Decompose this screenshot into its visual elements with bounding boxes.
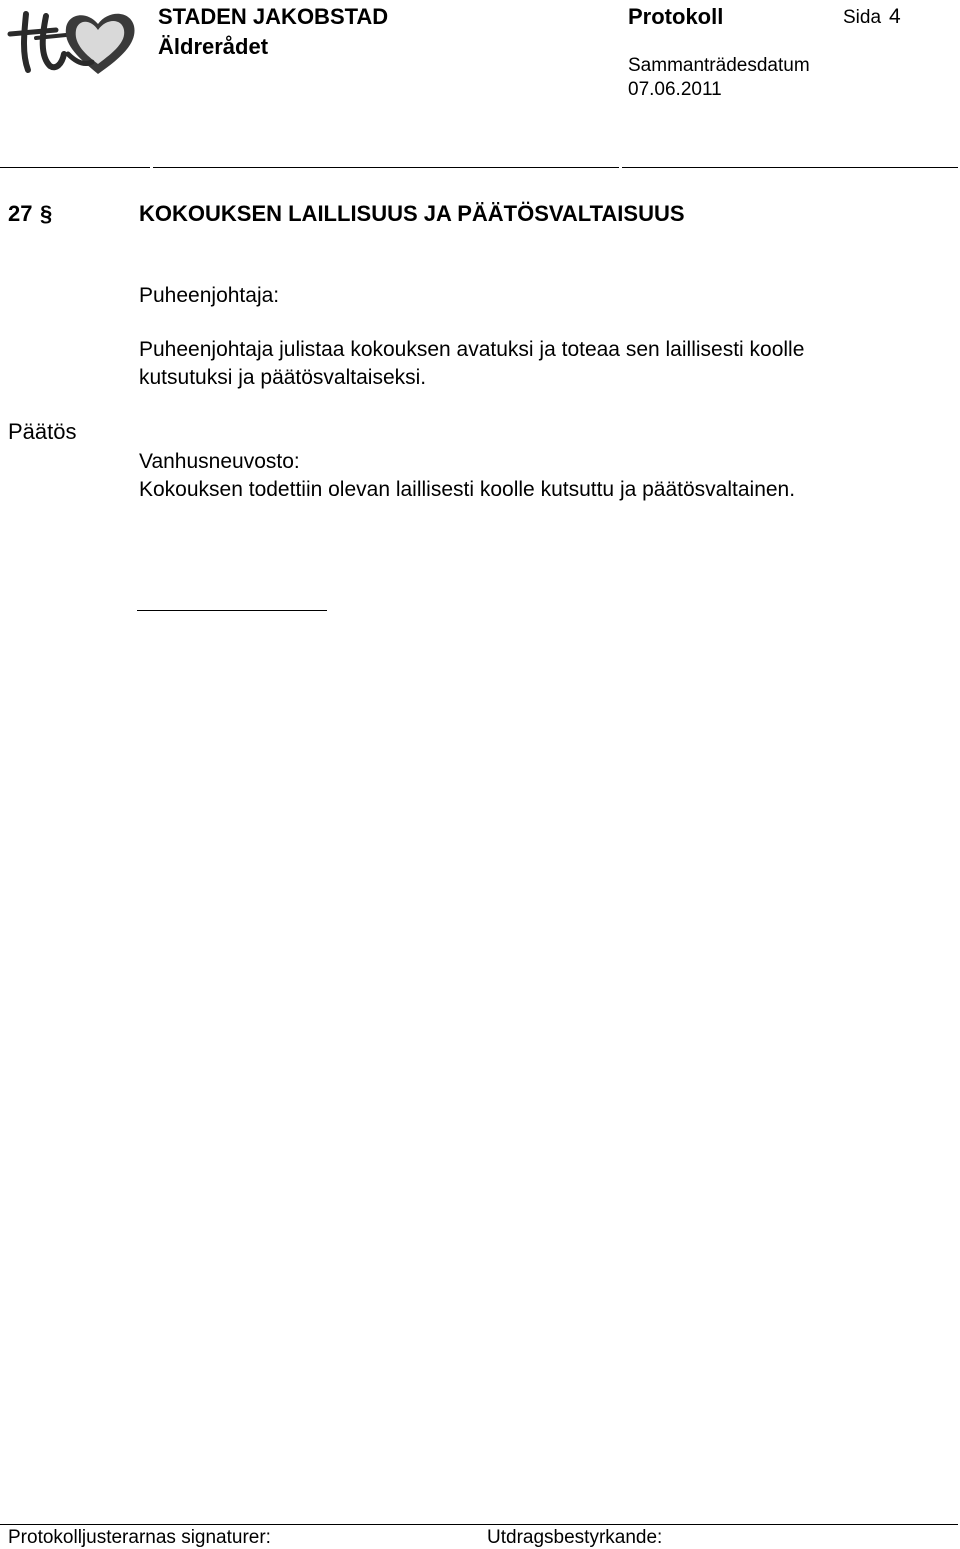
council-label: Vanhusneuvosto: [139,450,300,473]
section-title: KOKOUKSEN LAILLISUUS JA PÄÄTÖSVALTAISUUS [139,201,685,226]
chairman-text-line2: kutsutuksi ja päätösvaltaiseksi. [139,366,427,389]
page-number: 4 [889,5,901,28]
section-number: 27 [8,201,33,226]
heart-logo-icon [6,4,138,76]
footer-divider [0,1524,958,1525]
decision-label: Päätös [8,419,77,444]
header-divider [0,167,958,168]
meeting-date-label: Sammanträdesdatum [628,55,810,76]
document-type: Protokoll [628,4,724,29]
council-decision-text: Kokouksen todettiin olevan laillisesti koolle kutsuttu ja päätösvaltainen. [139,478,796,501]
page-label: Sida [843,7,882,28]
org-name: STADEN JAKOBSTAD [158,4,389,29]
signatures-label: Protokolljusterarnas signaturer: [8,1527,271,1548]
meeting-date-value: 07.06.2011 [628,79,722,100]
extract-certification-label: Utdragsbestyrkande: [487,1527,663,1548]
section-end-line [137,610,327,611]
chairman-text-line1: Puheenjohtaja julistaa kokouksen avatuksi ja toteaa sen laillisesti koolle [139,338,805,361]
org-subtitle: Äldrerådet [158,34,269,59]
section-sign: § [40,201,53,226]
chairman-label: Puheenjohtaja: [139,284,280,307]
